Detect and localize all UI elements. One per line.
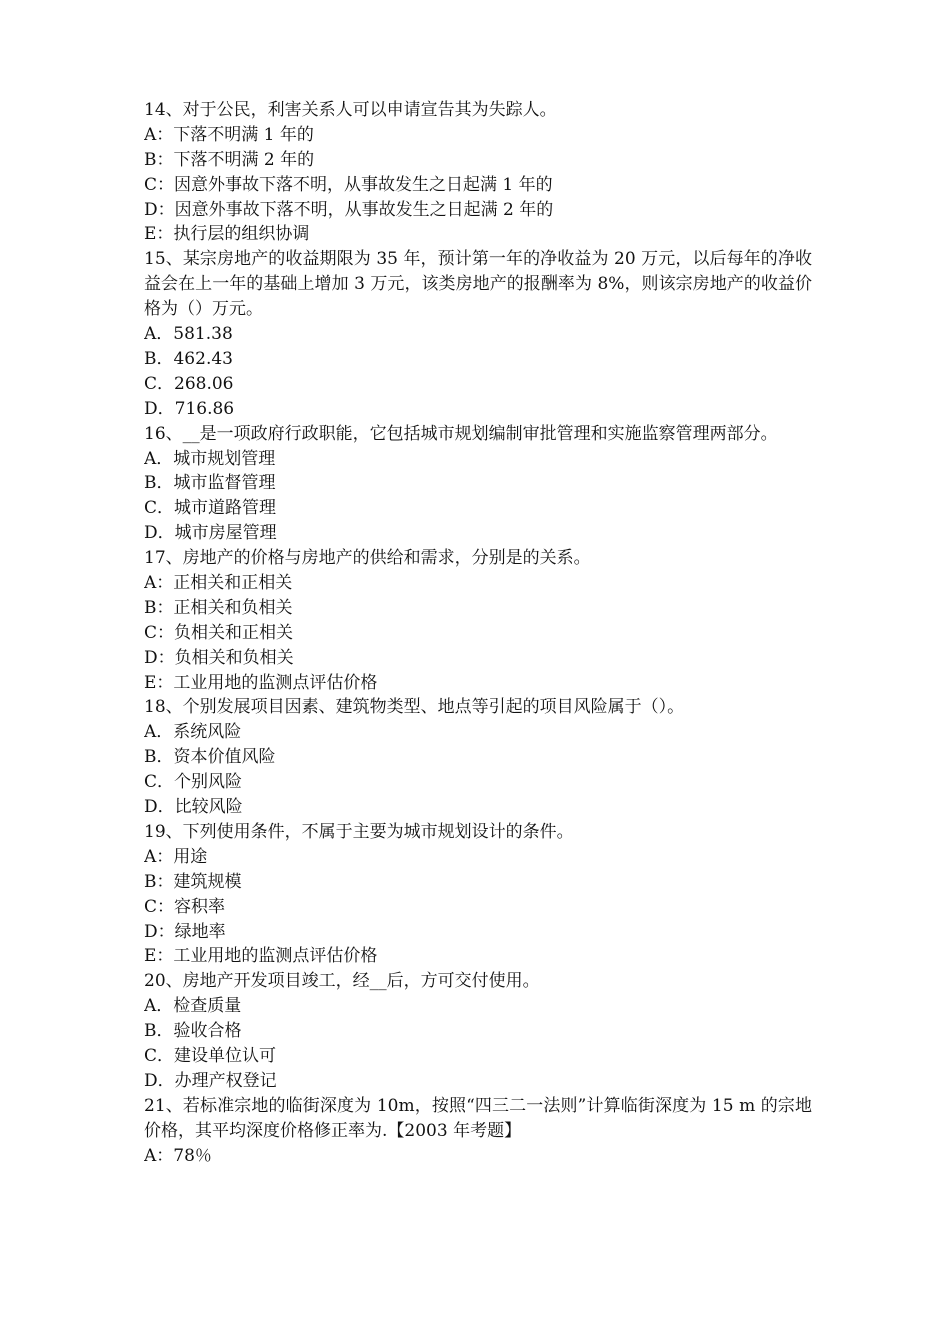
option: C．建设单位认可 — [144, 1045, 277, 1066]
option: B：正相关和负相关 — [144, 597, 293, 618]
question-20 — [144, 969, 812, 1093]
option: C：容积率 — [144, 896, 226, 917]
option: A：正相关和正相关 — [144, 573, 293, 594]
question-stem: 17、房地产的价格与房地产的供给和需求，分别是的关系。 — [144, 548, 591, 569]
question-18 — [144, 695, 812, 819]
option: C：因意外事故下落不明，从事故发生之日起满 1 年的 — [144, 174, 553, 195]
option: D：绿地率 — [144, 921, 226, 942]
option: D．比较风险 — [144, 797, 243, 818]
option: A：用途 — [144, 846, 208, 867]
option: D．办理产权登记 — [144, 1070, 277, 1091]
option: C：负相关和正相关 — [144, 622, 294, 643]
question-15 — [144, 247, 812, 421]
question-stem: 14、对于公民，利害关系人可以申请宣告其为失踪人。 — [144, 100, 557, 120]
option: B．验收合格 — [144, 1021, 242, 1042]
option: E：执行层的组织协调 — [144, 224, 310, 245]
option: D：负相关和负相关 — [144, 647, 294, 668]
option: C．268.06 — [144, 373, 234, 394]
option: D．城市房屋管理 — [144, 523, 277, 544]
option: A：78％ — [144, 1145, 212, 1166]
option: D：因意外事故下落不明，从事故发生之日起满 2 年的 — [144, 199, 554, 220]
question-16 — [144, 422, 812, 546]
question-14 — [144, 98, 812, 247]
option: E：工业用地的监测点评估价格 — [144, 672, 378, 693]
option: A．检查质量 — [144, 996, 242, 1017]
question-stem: 19、下列使用条件，不属于主要为城市规划设计的条件。 — [144, 821, 574, 842]
question-19 — [144, 820, 812, 969]
option: B．资本价值风险 — [144, 747, 276, 768]
question-stem: 18、个别发展项目因素、建筑物类型、地点等引起的项目风险属于（）。 — [144, 697, 685, 718]
option: B．城市监督管理 — [144, 473, 276, 494]
option: A．城市规划管理 — [144, 448, 276, 469]
option: D．716.86 — [144, 398, 235, 419]
question-stem: 21、若标准宗地的临街深度为 10m，按照“四三二一法则”计算临街深度为 15 m 的宗地价格，其平均深度价格修正率为.【2003 年考题】 — [144, 1095, 812, 1141]
option: A．581.38 — [144, 324, 233, 345]
document-page — [144, 98, 812, 1168]
option: C．城市道路管理 — [144, 498, 277, 519]
option: E：工业用地的监测点评估价格 — [144, 946, 378, 967]
option: B：建筑规模 — [144, 871, 242, 892]
option: B．462.43 — [144, 348, 233, 369]
option: C．个别风险 — [144, 772, 243, 793]
option: B：下落不明满 2 年的 — [144, 149, 315, 170]
question-17 — [144, 546, 812, 695]
question-21 — [144, 1094, 812, 1169]
option: A：下落不明满 1 年的 — [144, 124, 314, 145]
question-stem: 16、__是一项政府行政职能，它包括城市规划编制审批管理和实施监察管理两部分。 — [144, 423, 778, 444]
option: A．系统风险 — [144, 722, 242, 743]
question-stem: 20、房地产开发项目竣工，经__后，方可交付使用。 — [144, 971, 540, 992]
question-stem: 15、某宗房地产的收益期限为 35 年，预计第一年的净收益为 20 万元，以后每年的净收益会在上一年的基础上增加 3 万元，该类房地产的报酬率为 8%，则该宗房地产的收益价格为（）万元。 — [144, 249, 812, 320]
